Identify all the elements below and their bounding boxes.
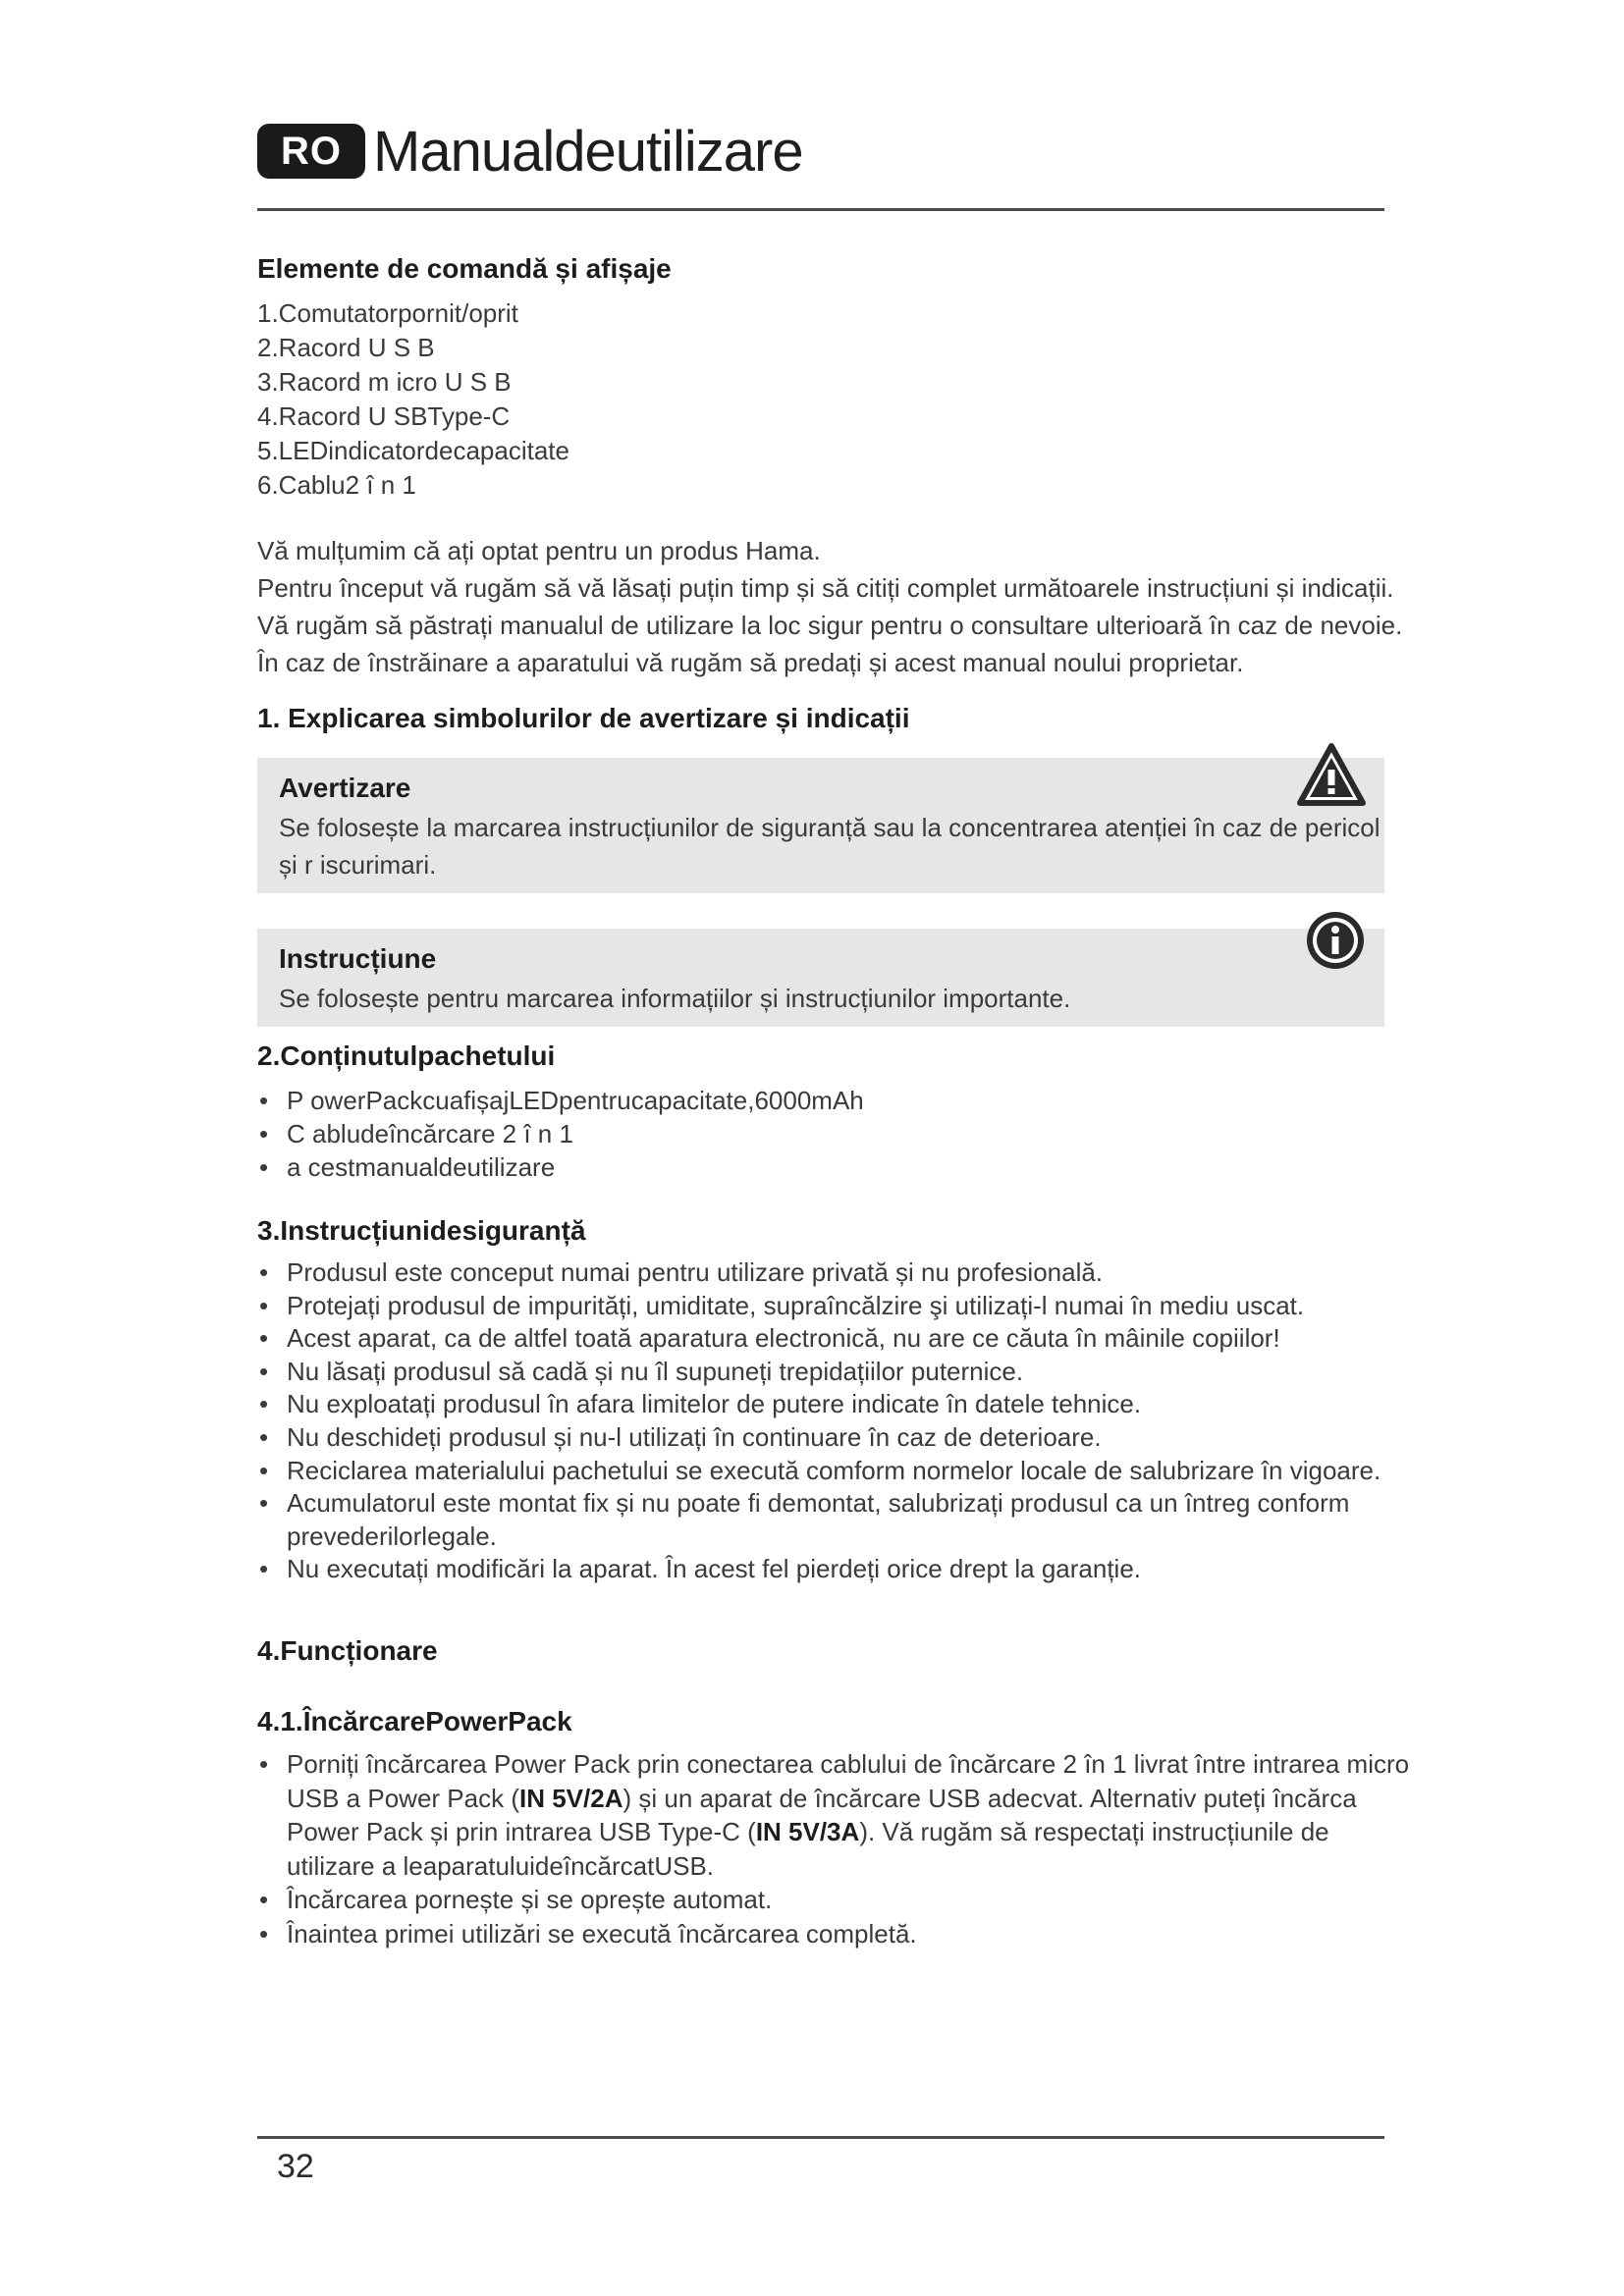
- info-circle-icon: [1304, 909, 1367, 977]
- list-item: • P owerPackcuafișajLEDpentrucapacitate,6000mAh: [257, 1084, 864, 1117]
- list-item-line: utilizare a leaparatuluideîncărcatUSB.: [287, 1850, 715, 1881]
- list-item: • Nu exploatați produsul în afara limitelor de putere indicate în datele tehnice.: [257, 1388, 1380, 1421]
- list-item: • a cestmanualdeutilizare: [257, 1150, 864, 1184]
- list-item: • Înaintea primei utilizări se execută încărcarea completă.: [257, 1917, 1409, 1951]
- list-item: • Acest aparat, ca de altfel toată aparatura electronică, nu are ce căuta în mâinile copiilor!: [257, 1322, 1380, 1356]
- warning-text: și r iscurimari.: [279, 850, 437, 880]
- section-1-heading: 1. Explicarea simbolurilor de avertizare și indicații: [257, 703, 910, 733]
- controls-heading: Elemente de comandă și afișaje: [257, 253, 672, 284]
- list-item-line: USB a Power Pack (: [287, 1783, 519, 1813]
- list-item-line: ). Vă rugăm să respectați instrucțiunile de: [859, 1817, 1329, 1846]
- language-badge: RO: [257, 124, 365, 179]
- list-item: • Reciclarea materialului pachetului se execută comform normelor locale de salubrizare în vigoare.: [257, 1455, 1380, 1488]
- list-item: 5.LEDindicatordecapacitate: [257, 436, 569, 465]
- list-item: • Protejați produsul de impurități, umiditate, supraîncălzire şi utilizați-l numai în mediu uscat.: [257, 1290, 1380, 1323]
- controls-list: [257, 296, 569, 503]
- safety-list: [257, 1256, 1380, 1586]
- intro-line: În caz de înstrăinare a aparatului vă rugăm să predați și acest manual noului proprietar.: [257, 648, 1244, 677]
- warning-title: Avertizare: [279, 773, 411, 803]
- info-text: Se folosește pentru marcarea informațiilor și instrucțiunilor importante.: [279, 984, 1071, 1013]
- warning-text: Se folosește la marcarea instrucțiunilor de siguranță sau la concentrarea atenției în caz de pericol: [279, 813, 1380, 842]
- list-item: • Nu deschideți produsul și nu-l utilizați în continuare în caz de deterioare.: [257, 1421, 1380, 1455]
- list-item: [257, 1487, 1380, 1553]
- page-header: [257, 116, 803, 187]
- list-item: 2.Racord U S B: [257, 333, 435, 362]
- list-item: [257, 1747, 1409, 1883]
- input-rating-micro-usb: IN 5V/2A: [518, 1783, 623, 1813]
- intro-line: Vă rugăm să păstrați manualul de utilizare la loc sigur pentru o consultare ulterioară în caz de nevoie.: [257, 611, 1403, 640]
- list-item: • Produsul este conceput numai pentru utilizare privată și nu profesională.: [257, 1256, 1380, 1290]
- section-4-1-heading: 4.1.ÎncărcarePowerPack: [257, 1706, 572, 1736]
- package-contents-list: [257, 1084, 864, 1184]
- list-item-line: prevederilorlegale.: [287, 1521, 497, 1551]
- list-item-line: Acumulatorul este montat fix și nu poate fi demontat, salubrizați produsul ca un întreg conform: [287, 1488, 1350, 1519]
- list-item: 1.Comutatorpornit/oprit: [257, 298, 518, 328]
- intro-line: Vă mulțumim că ați optat pentru un produs Hama.: [257, 536, 821, 565]
- intro-paragraph: [257, 532, 1402, 681]
- list-item: • Nu executați modificări la aparat. În acest fel pierdeți orice drept la garanție.: [257, 1553, 1380, 1586]
- section-2-heading: 2.Conținutulpachetului: [257, 1041, 556, 1071]
- list-item-line: Power Pack și prin intrarea USB Type-C (: [287, 1817, 756, 1846]
- charging-list: [257, 1747, 1409, 1950]
- header-divider: [257, 208, 1384, 211]
- info-title: Instrucțiune: [279, 943, 437, 974]
- list-item: 4.Racord U SBType-C: [257, 401, 511, 431]
- footer-divider: [257, 2136, 1384, 2139]
- input-rating-usb-c: IN 5V/3A: [755, 1817, 860, 1846]
- warning-box: [257, 758, 1384, 893]
- section-4-heading: 4.Funcționare: [257, 1635, 438, 1666]
- intro-line: Pentru început vă rugăm să vă lăsați puțin timp și să citiți complet următoarele instrucțiuni și indicații.: [257, 573, 1394, 603]
- list-item: 3.Racord m icro U S B: [257, 367, 512, 397]
- section-3-heading: 3.Instrucțiunidesiguranță: [257, 1215, 586, 1246]
- page-title: Manualdeutilizare: [373, 119, 803, 184]
- list-item-line: Porniți încărcarea Power Pack prin conectarea cablului de încărcare 2 în 1 livrat între intrarea micro: [287, 1749, 1410, 1779]
- warning-triangle-icon: [1296, 742, 1367, 812]
- list-item-line: ) și un aparat de încărcare USB adecvat. Alternativ puteți încărca: [623, 1783, 1357, 1813]
- page-number: 32: [277, 2148, 314, 2185]
- info-box: [257, 929, 1384, 1027]
- list-item: 6.Cablu2 î n 1: [257, 470, 416, 500]
- list-item: • C abludeîncărcare 2 î n 1: [257, 1117, 864, 1150]
- list-item: • Încărcarea pornește și se oprește automat.: [257, 1883, 1409, 1917]
- list-item: • Nu lăsați produsul să cadă și nu îl supuneți trepidațiilor puternice.: [257, 1356, 1380, 1389]
